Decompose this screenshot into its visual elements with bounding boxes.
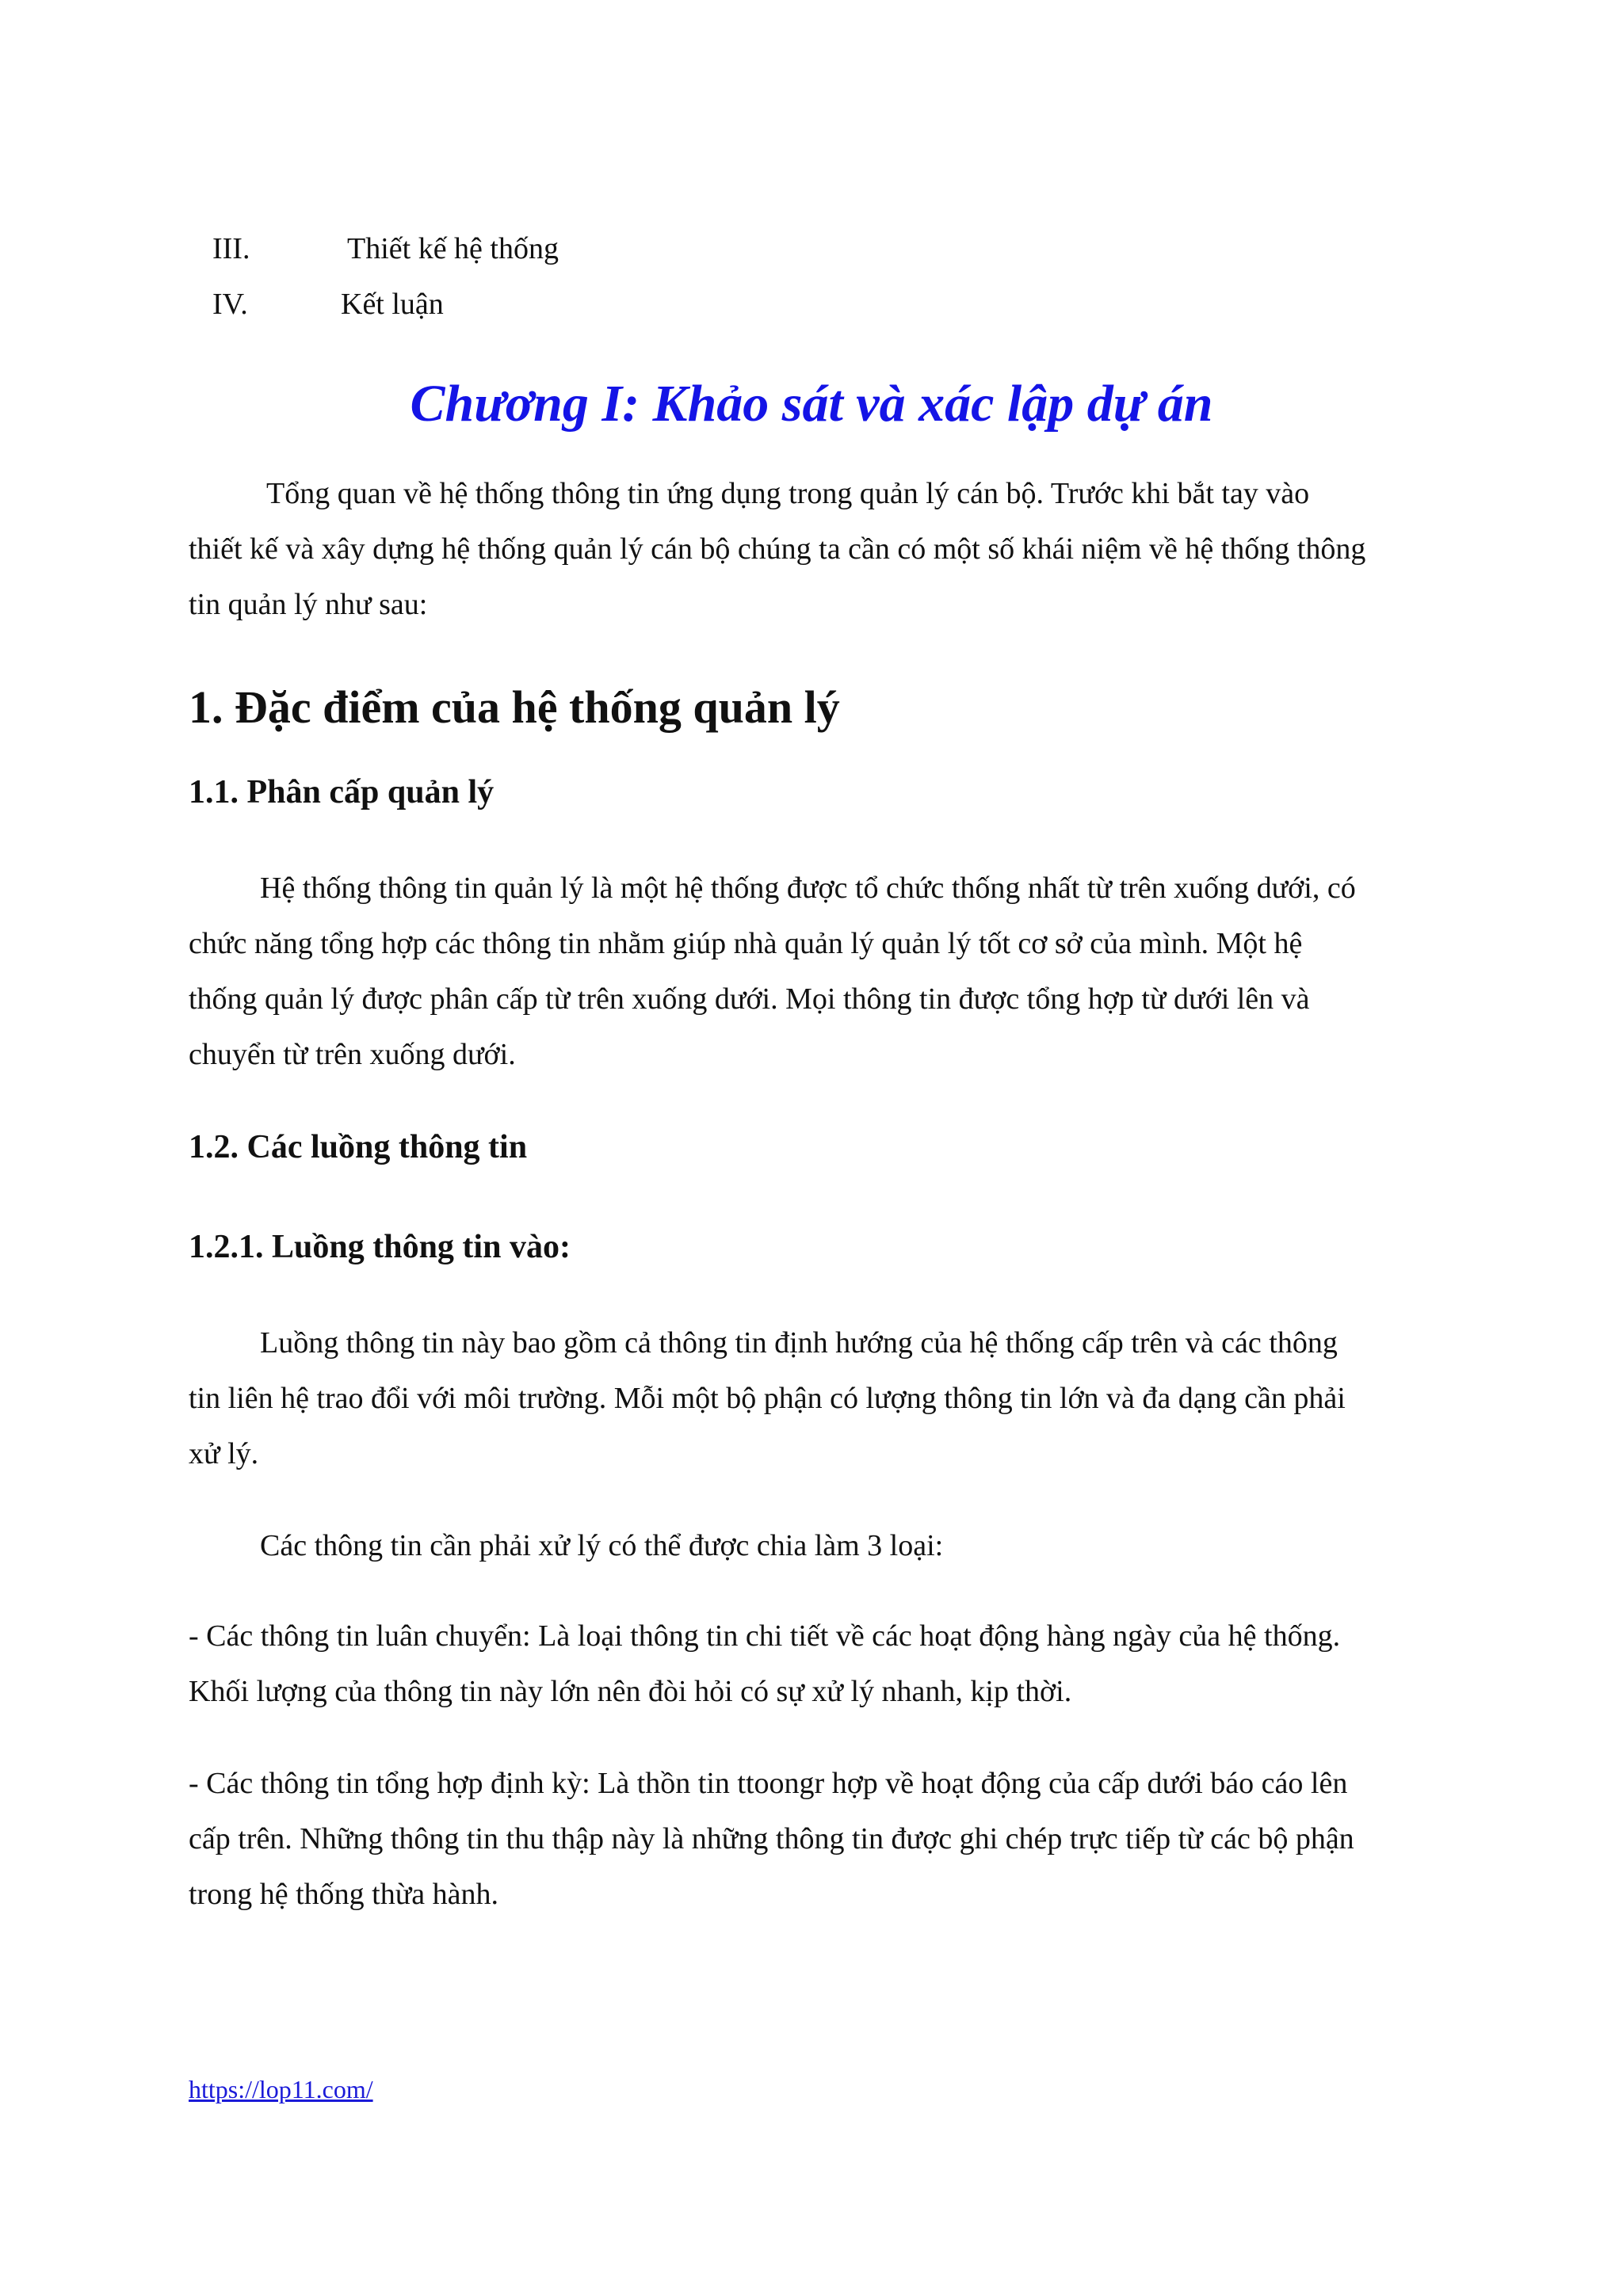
paragraph-line: Tổng quan về hệ thống thông tin ứng dụng trong quản lý cán bộ. Trước khi bắt tay vào <box>266 477 1310 510</box>
bullet-item <box>189 1756 1441 1922</box>
paragraph-line: Luồng thông tin này bao gồm cả thông tin định hướng của hệ thống cấp trên và các thông <box>260 1326 1338 1360</box>
footer-link[interactable]: https://lop11.com/ <box>189 2075 373 2103</box>
paragraph-line: chức năng tổng hợp các thông tin nhằm giúp nhà quản lý quản lý tốt cơ sở của mình. Một hệ <box>189 927 1303 960</box>
paragraph-line: thống quản lý được phân cấp từ trên xuống dưới. Mọi thông tin được tổng hợp từ dưới lên và <box>189 982 1310 1016</box>
paragraph-line: tin liên hệ trao đổi với môi trường. Mỗi một bộ phận có lượng thông tin lớn và đa dạng cần phải <box>189 1382 1346 1415</box>
paragraph-line: chuyển từ trên xuống dưới. <box>189 1038 516 1071</box>
paragraph-line: Các thông tin cần phải xử lý có thể được chia làm 3 loại: <box>260 1529 944 1562</box>
toc-number: IV. <box>212 288 248 321</box>
paragraph-line: trong hệ thống thừa hành. <box>189 1878 499 1911</box>
paragraph-line: cấp trên. Những thông tin thu thập này là những thông tin được ghi chép trực tiếp từ các bộ phận <box>189 1822 1354 1855</box>
section-1-2-1-paragraph <box>189 1315 1441 1482</box>
toc-text: Thiết kế hệ thống <box>347 232 559 265</box>
chapter-title: Chương I: Khảo sát và xác lập dự án <box>410 375 1213 433</box>
toc-text: Kết luận <box>341 288 444 321</box>
paragraph-line: Hệ thống thông tin quản lý là một hệ thống được tổ chức thống nhất từ trên xuống dưới, có <box>260 871 1356 905</box>
paragraph-line: thiết kế và xây dựng hệ thống quản lý cán bộ chúng ta cần có một số khái niệm về hệ thống thông <box>189 532 1366 566</box>
paragraph-line: - Các thông tin tổng hợp định kỳ: Là thồn tin ttoongr hợp về hoạt động của cấp dưới báo cáo lên <box>189 1767 1348 1800</box>
bullet-item <box>189 1608 1441 1719</box>
paragraph-line: tin quản lý như sau: <box>189 588 428 621</box>
paragraph-line: xử lý. <box>189 1437 259 1470</box>
paragraph-line: - Các thông tin luân chuyển: Là loại thông tin chi tiết về các hoạt động hàng ngày của hệ thống. <box>189 1619 1341 1653</box>
section-heading-1: 1. Đặc điểm của hệ thống quản lý <box>189 681 840 733</box>
section-heading-1-1: 1.1. Phân cấp quản lý <box>189 774 495 810</box>
types-intro-paragraph <box>189 1518 1441 1573</box>
paragraph-line: Khối lượng của thông tin này lớn nên đòi hỏi có sự xử lý nhanh, kịp thời. <box>189 1675 1072 1708</box>
section-1-1-paragraph <box>189 860 1441 1082</box>
section-heading-1-2-1: 1.2.1. Luồng thông tin vào: <box>189 1229 571 1265</box>
intro-paragraph <box>189 466 1441 632</box>
section-heading-1-2: 1.2. Các luồng thông tin <box>189 1129 528 1165</box>
toc-number: III. <box>212 232 250 265</box>
